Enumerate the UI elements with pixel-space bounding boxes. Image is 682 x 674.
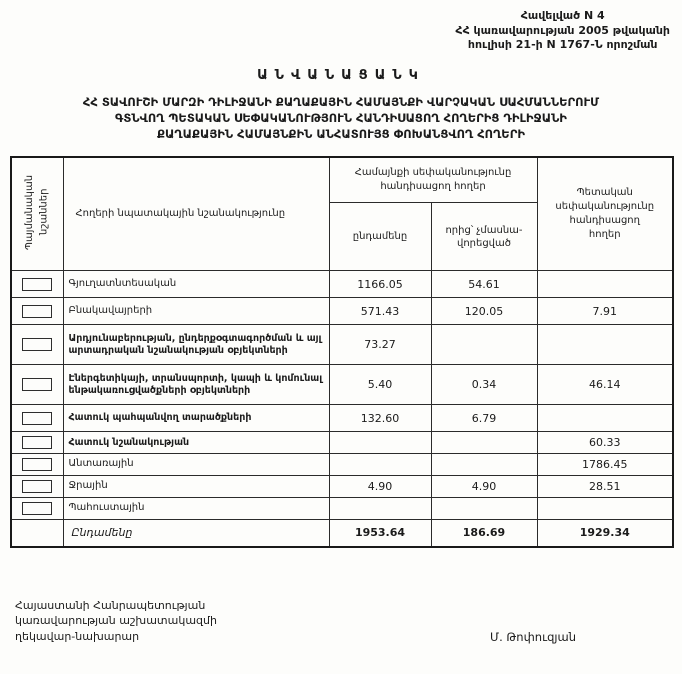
header-symbols: Պայմանական նշաններ (11, 157, 63, 271)
symbol-cell (11, 405, 63, 432)
symbol-box (22, 412, 52, 425)
value-total (329, 498, 431, 520)
header-not-privatized: որից՝ չմասնա-վորեցված (431, 203, 537, 271)
table-row (11, 476, 673, 498)
appendix-note (455, 9, 670, 53)
value-state (537, 325, 673, 365)
table-row (11, 498, 673, 520)
subtitle-line-2: ԳՏՆՎՈՂ ՊԵՏԱԿԱՆ ՍԵՓԱԿԱՆՈՒԹՅՈՒՆ ՀԱՆԴԻՍԱՑՈՂ ՀՈՂԵՐԻՑ ԴԻԼԻՋԱՆԻ (115, 110, 567, 125)
table-header-row-1 (11, 157, 673, 203)
value-total: 571.43 (329, 298, 431, 325)
value-total: 1166.05 (329, 271, 431, 298)
symbol-cell (11, 298, 63, 325)
symbol-cell (11, 271, 63, 298)
value-state: 46.14 (537, 365, 673, 405)
table-row (11, 454, 673, 476)
footer-line-1: Հայաստանի Հանրապետության (15, 598, 206, 612)
value-not-privatized: 4.90 (431, 476, 537, 498)
symbol-cell (11, 454, 63, 476)
row-label: Ջրային (63, 476, 329, 498)
total-label: Ընդամենը (63, 520, 329, 547)
value-total: 132.60 (329, 405, 431, 432)
value-not-privatized (431, 454, 537, 476)
header-purpose: Հողերի նպատակային նշանակությունը (63, 157, 329, 271)
total-value-not-privatized: 186.69 (431, 520, 537, 547)
value-total: 4.90 (329, 476, 431, 498)
land-table (10, 156, 674, 548)
symbol-box (22, 378, 52, 391)
footer (0, 598, 682, 646)
row-label: Արդյունաբերության, ընդերքօգտագործման և այլ արտադրական նշանակության օբյեկտների (63, 325, 329, 365)
value-total (329, 454, 431, 476)
value-state (537, 271, 673, 298)
appendix-line-3: հուլիսի 21-ի N 1767-Ն որոշման (467, 38, 658, 52)
value-state: 1786.45 (537, 454, 673, 476)
footer-office-block (15, 598, 217, 646)
value-state: 28.51 (537, 476, 673, 498)
footer-line-2: կառավարության աշխատակազմի (15, 614, 217, 628)
footer-signature: Մ. Թոփուզյան (490, 630, 576, 645)
document-title: ԱՆՎԱՆԱՑԱՆԿ (257, 67, 425, 83)
value-state (537, 405, 673, 432)
subtitle-line-1: ՀՀ ՏԱՎՈՒՇԻ ՄԱՐԶԻ ԴԻԼԻՋԱՆԻ ՔԱՂԱՔԱՅԻՆ ՀԱՄԱՅՆՔԻ ՎԱՐՉԱԿԱՆ ՍԱՀՄԱՆՆԵՐՈՒՄ (82, 94, 600, 109)
symbol-cell (11, 476, 63, 498)
appendix-line-2: ՀՀ կառավարության 2005 թվականի (455, 23, 670, 37)
value-state: 60.33 (537, 432, 673, 454)
header-community-group: Համայնքի սեփականությունը հանդիսացող հողեր (329, 157, 537, 203)
symbol-box (22, 305, 52, 318)
document-subtitle (0, 94, 682, 143)
value-not-privatized (431, 498, 537, 520)
header-state: Պետական սեփականությունը հանդիսացող հողեր (537, 157, 673, 271)
table-row (11, 325, 673, 365)
value-total: 5.40 (329, 365, 431, 405)
symbol-box (22, 480, 52, 493)
value-not-privatized: 6.79 (431, 405, 537, 432)
table-row (11, 405, 673, 432)
row-label: Հատուկ պահպանվող տարածքների (63, 405, 329, 432)
table-row (11, 298, 673, 325)
value-not-privatized: 0.34 (431, 365, 537, 405)
value-total (329, 432, 431, 454)
row-label: Պահուստային (63, 498, 329, 520)
value-not-privatized: 120.05 (431, 298, 537, 325)
row-label: Գյուղատնտեսական (63, 271, 329, 298)
total-value-state: 1929.34 (537, 520, 673, 547)
symbol-cell (11, 498, 63, 520)
value-not-privatized: 54.61 (431, 271, 537, 298)
symbol-box (22, 502, 52, 515)
row-label: Էներգետիկայի, տրանսպորտի, կապի և կոմունալ ենթակառուցվածքների օբյեկտների (63, 365, 329, 405)
footer-line-3: ղեկավար-նախարար (15, 630, 140, 644)
symbol-cell (11, 365, 63, 405)
total-value-total: 1953.64 (329, 520, 431, 547)
value-not-privatized (431, 325, 537, 365)
symbol-cell-empty (11, 520, 63, 547)
symbol-cell (11, 325, 63, 365)
table-row (11, 365, 673, 405)
value-not-privatized (431, 432, 537, 454)
table-row (11, 271, 673, 298)
value-state (537, 498, 673, 520)
total-row (11, 520, 673, 547)
symbol-box (22, 278, 52, 291)
table-row (11, 432, 673, 454)
symbol-box (22, 338, 52, 351)
symbol-box (22, 458, 52, 471)
row-label: Բնակավայրերի (63, 298, 329, 325)
header-total: ընդամենը (329, 203, 431, 271)
symbol-box (22, 436, 52, 449)
symbol-cell (11, 432, 63, 454)
appendix-line-1: Հավելված N 4 (520, 9, 605, 22)
row-label: Անտառային (63, 454, 329, 476)
row-label: Հատուկ նշանակության (63, 432, 329, 454)
subtitle-line-3: ՔԱՂԱՔԱՅԻՆ ՀԱՄԱՅՆՔԻՆ ԱՆՀԱՏՈՒՅՑ ՓՈԽԱՆՑՎՈՂ ՀՈՂԵՐԻ (156, 127, 525, 142)
value-state: 7.91 (537, 298, 673, 325)
value-total: 73.27 (329, 325, 431, 365)
